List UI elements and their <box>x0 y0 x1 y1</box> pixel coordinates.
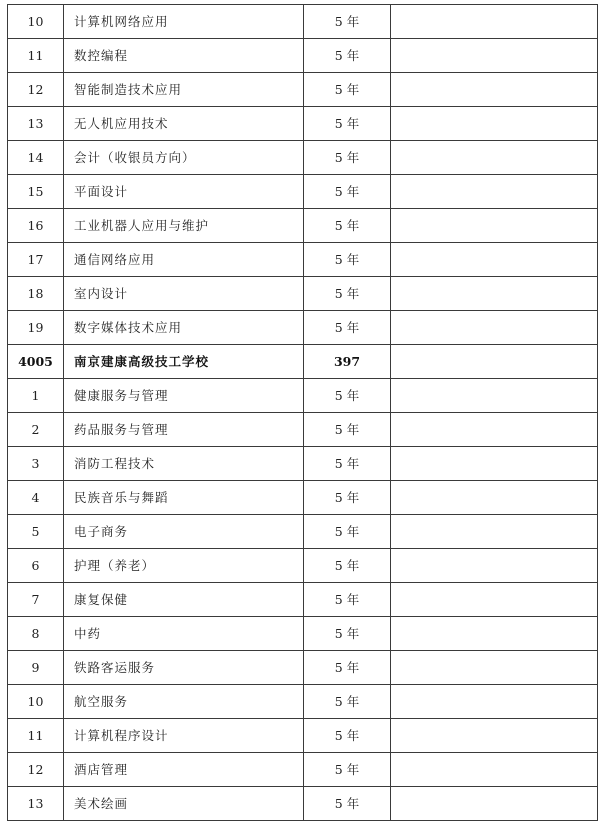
note-cell <box>391 447 598 481</box>
program-name-cell: 无人机应用技术 <box>64 107 304 141</box>
row-number-cell: 18 <box>8 277 64 311</box>
table-row <box>8 617 598 651</box>
duration-cell: 5 年 <box>304 379 391 413</box>
duration-cell: 5 年 <box>304 617 391 651</box>
program-name-cell: 酒店管理 <box>64 753 304 787</box>
note-cell <box>391 583 598 617</box>
note-cell <box>391 141 598 175</box>
row-number-cell: 10 <box>8 5 64 39</box>
note-cell <box>391 413 598 447</box>
program-name-cell: 航空服务 <box>64 685 304 719</box>
program-name-cell: 计算机程序设计 <box>64 719 304 753</box>
row-number-cell: 11 <box>8 719 64 753</box>
row-number-cell: 19 <box>8 311 64 345</box>
duration-cell: 5 年 <box>304 311 391 345</box>
program-name-cell: 民族音乐与舞蹈 <box>64 481 304 515</box>
school-total-cell: 397 <box>304 345 391 379</box>
note-cell <box>391 753 598 787</box>
program-name-cell: 平面设计 <box>64 175 304 209</box>
note-cell <box>391 345 598 379</box>
program-name-cell: 美术绘画 <box>64 787 304 821</box>
note-cell <box>391 107 598 141</box>
program-name-cell: 智能制造技术应用 <box>64 73 304 107</box>
table-row <box>8 787 598 821</box>
note-cell <box>391 175 598 209</box>
note-cell <box>391 719 598 753</box>
row-number-cell: 1 <box>8 379 64 413</box>
row-number-cell: 7 <box>8 583 64 617</box>
duration-cell: 5 年 <box>304 719 391 753</box>
row-number-cell: 15 <box>8 175 64 209</box>
table-row <box>8 141 598 175</box>
table-row <box>8 719 598 753</box>
program-name-cell: 消防工程技术 <box>64 447 304 481</box>
duration-cell: 5 年 <box>304 5 391 39</box>
note-cell <box>391 39 598 73</box>
table-row <box>8 39 598 73</box>
duration-cell: 5 年 <box>304 243 391 277</box>
duration-cell: 5 年 <box>304 209 391 243</box>
table-row <box>8 277 598 311</box>
row-number-cell: 5 <box>8 515 64 549</box>
program-name-cell: 计算机网络应用 <box>64 5 304 39</box>
table-row <box>8 515 598 549</box>
table-row <box>8 311 598 345</box>
school-header-row <box>8 345 598 379</box>
duration-cell: 5 年 <box>304 39 391 73</box>
note-cell <box>391 515 598 549</box>
duration-cell: 5 年 <box>304 787 391 821</box>
table-row <box>8 685 598 719</box>
program-name-cell: 数控编程 <box>64 39 304 73</box>
table-row <box>8 243 598 277</box>
table-row <box>8 481 598 515</box>
table-row <box>8 583 598 617</box>
note-cell <box>391 685 598 719</box>
row-number-cell: 3 <box>8 447 64 481</box>
row-number-cell: 9 <box>8 651 64 685</box>
program-name-cell: 中药 <box>64 617 304 651</box>
duration-cell: 5 年 <box>304 685 391 719</box>
duration-cell: 5 年 <box>304 73 391 107</box>
table-row <box>8 107 598 141</box>
duration-cell: 5 年 <box>304 549 391 583</box>
program-name-cell: 护理（养老） <box>64 549 304 583</box>
program-name-cell: 通信网络应用 <box>64 243 304 277</box>
duration-cell: 5 年 <box>304 447 391 481</box>
table-row <box>8 413 598 447</box>
note-cell <box>391 379 598 413</box>
row-number-cell: 13 <box>8 787 64 821</box>
duration-cell: 5 年 <box>304 277 391 311</box>
duration-cell: 5 年 <box>304 481 391 515</box>
row-number-cell: 10 <box>8 685 64 719</box>
row-number-cell: 2 <box>8 413 64 447</box>
table-row <box>8 379 598 413</box>
note-cell <box>391 5 598 39</box>
program-table <box>7 4 598 821</box>
school-name-cell: 南京建康高级技工学校 <box>64 345 304 379</box>
program-name-cell: 康复保健 <box>64 583 304 617</box>
note-cell <box>391 277 598 311</box>
program-name-cell: 数字媒体技术应用 <box>64 311 304 345</box>
row-number-cell: 6 <box>8 549 64 583</box>
table-row <box>8 753 598 787</box>
duration-cell: 5 年 <box>304 651 391 685</box>
note-cell <box>391 243 598 277</box>
program-name-cell: 会计（收银员方向） <box>64 141 304 175</box>
row-number-cell: 4 <box>8 481 64 515</box>
duration-cell: 5 年 <box>304 175 391 209</box>
program-name-cell: 健康服务与管理 <box>64 379 304 413</box>
table-row <box>8 175 598 209</box>
row-number-cell: 16 <box>8 209 64 243</box>
duration-cell: 5 年 <box>304 141 391 175</box>
program-name-cell: 电子商务 <box>64 515 304 549</box>
program-name-cell: 工业机器人应用与维护 <box>64 209 304 243</box>
note-cell <box>391 651 598 685</box>
program-name-cell: 室内设计 <box>64 277 304 311</box>
table-row <box>8 549 598 583</box>
note-cell <box>391 209 598 243</box>
table-row <box>8 209 598 243</box>
note-cell <box>391 73 598 107</box>
duration-cell: 5 年 <box>304 583 391 617</box>
note-cell <box>391 311 598 345</box>
row-number-cell: 17 <box>8 243 64 277</box>
program-table-body <box>8 5 598 821</box>
row-number-cell: 8 <box>8 617 64 651</box>
duration-cell: 5 年 <box>304 753 391 787</box>
note-cell <box>391 481 598 515</box>
row-number-cell: 14 <box>8 141 64 175</box>
school-code-cell: 4005 <box>8 345 64 379</box>
duration-cell: 5 年 <box>304 413 391 447</box>
note-cell <box>391 549 598 583</box>
program-name-cell: 药品服务与管理 <box>64 413 304 447</box>
duration-cell: 5 年 <box>304 107 391 141</box>
duration-cell: 5 年 <box>304 515 391 549</box>
table-row <box>8 651 598 685</box>
note-cell <box>391 617 598 651</box>
table-row <box>8 73 598 107</box>
table-row <box>8 447 598 481</box>
row-number-cell: 12 <box>8 73 64 107</box>
row-number-cell: 12 <box>8 753 64 787</box>
note-cell <box>391 787 598 821</box>
row-number-cell: 11 <box>8 39 64 73</box>
program-name-cell: 铁路客运服务 <box>64 651 304 685</box>
table-row <box>8 5 598 39</box>
row-number-cell: 13 <box>8 107 64 141</box>
